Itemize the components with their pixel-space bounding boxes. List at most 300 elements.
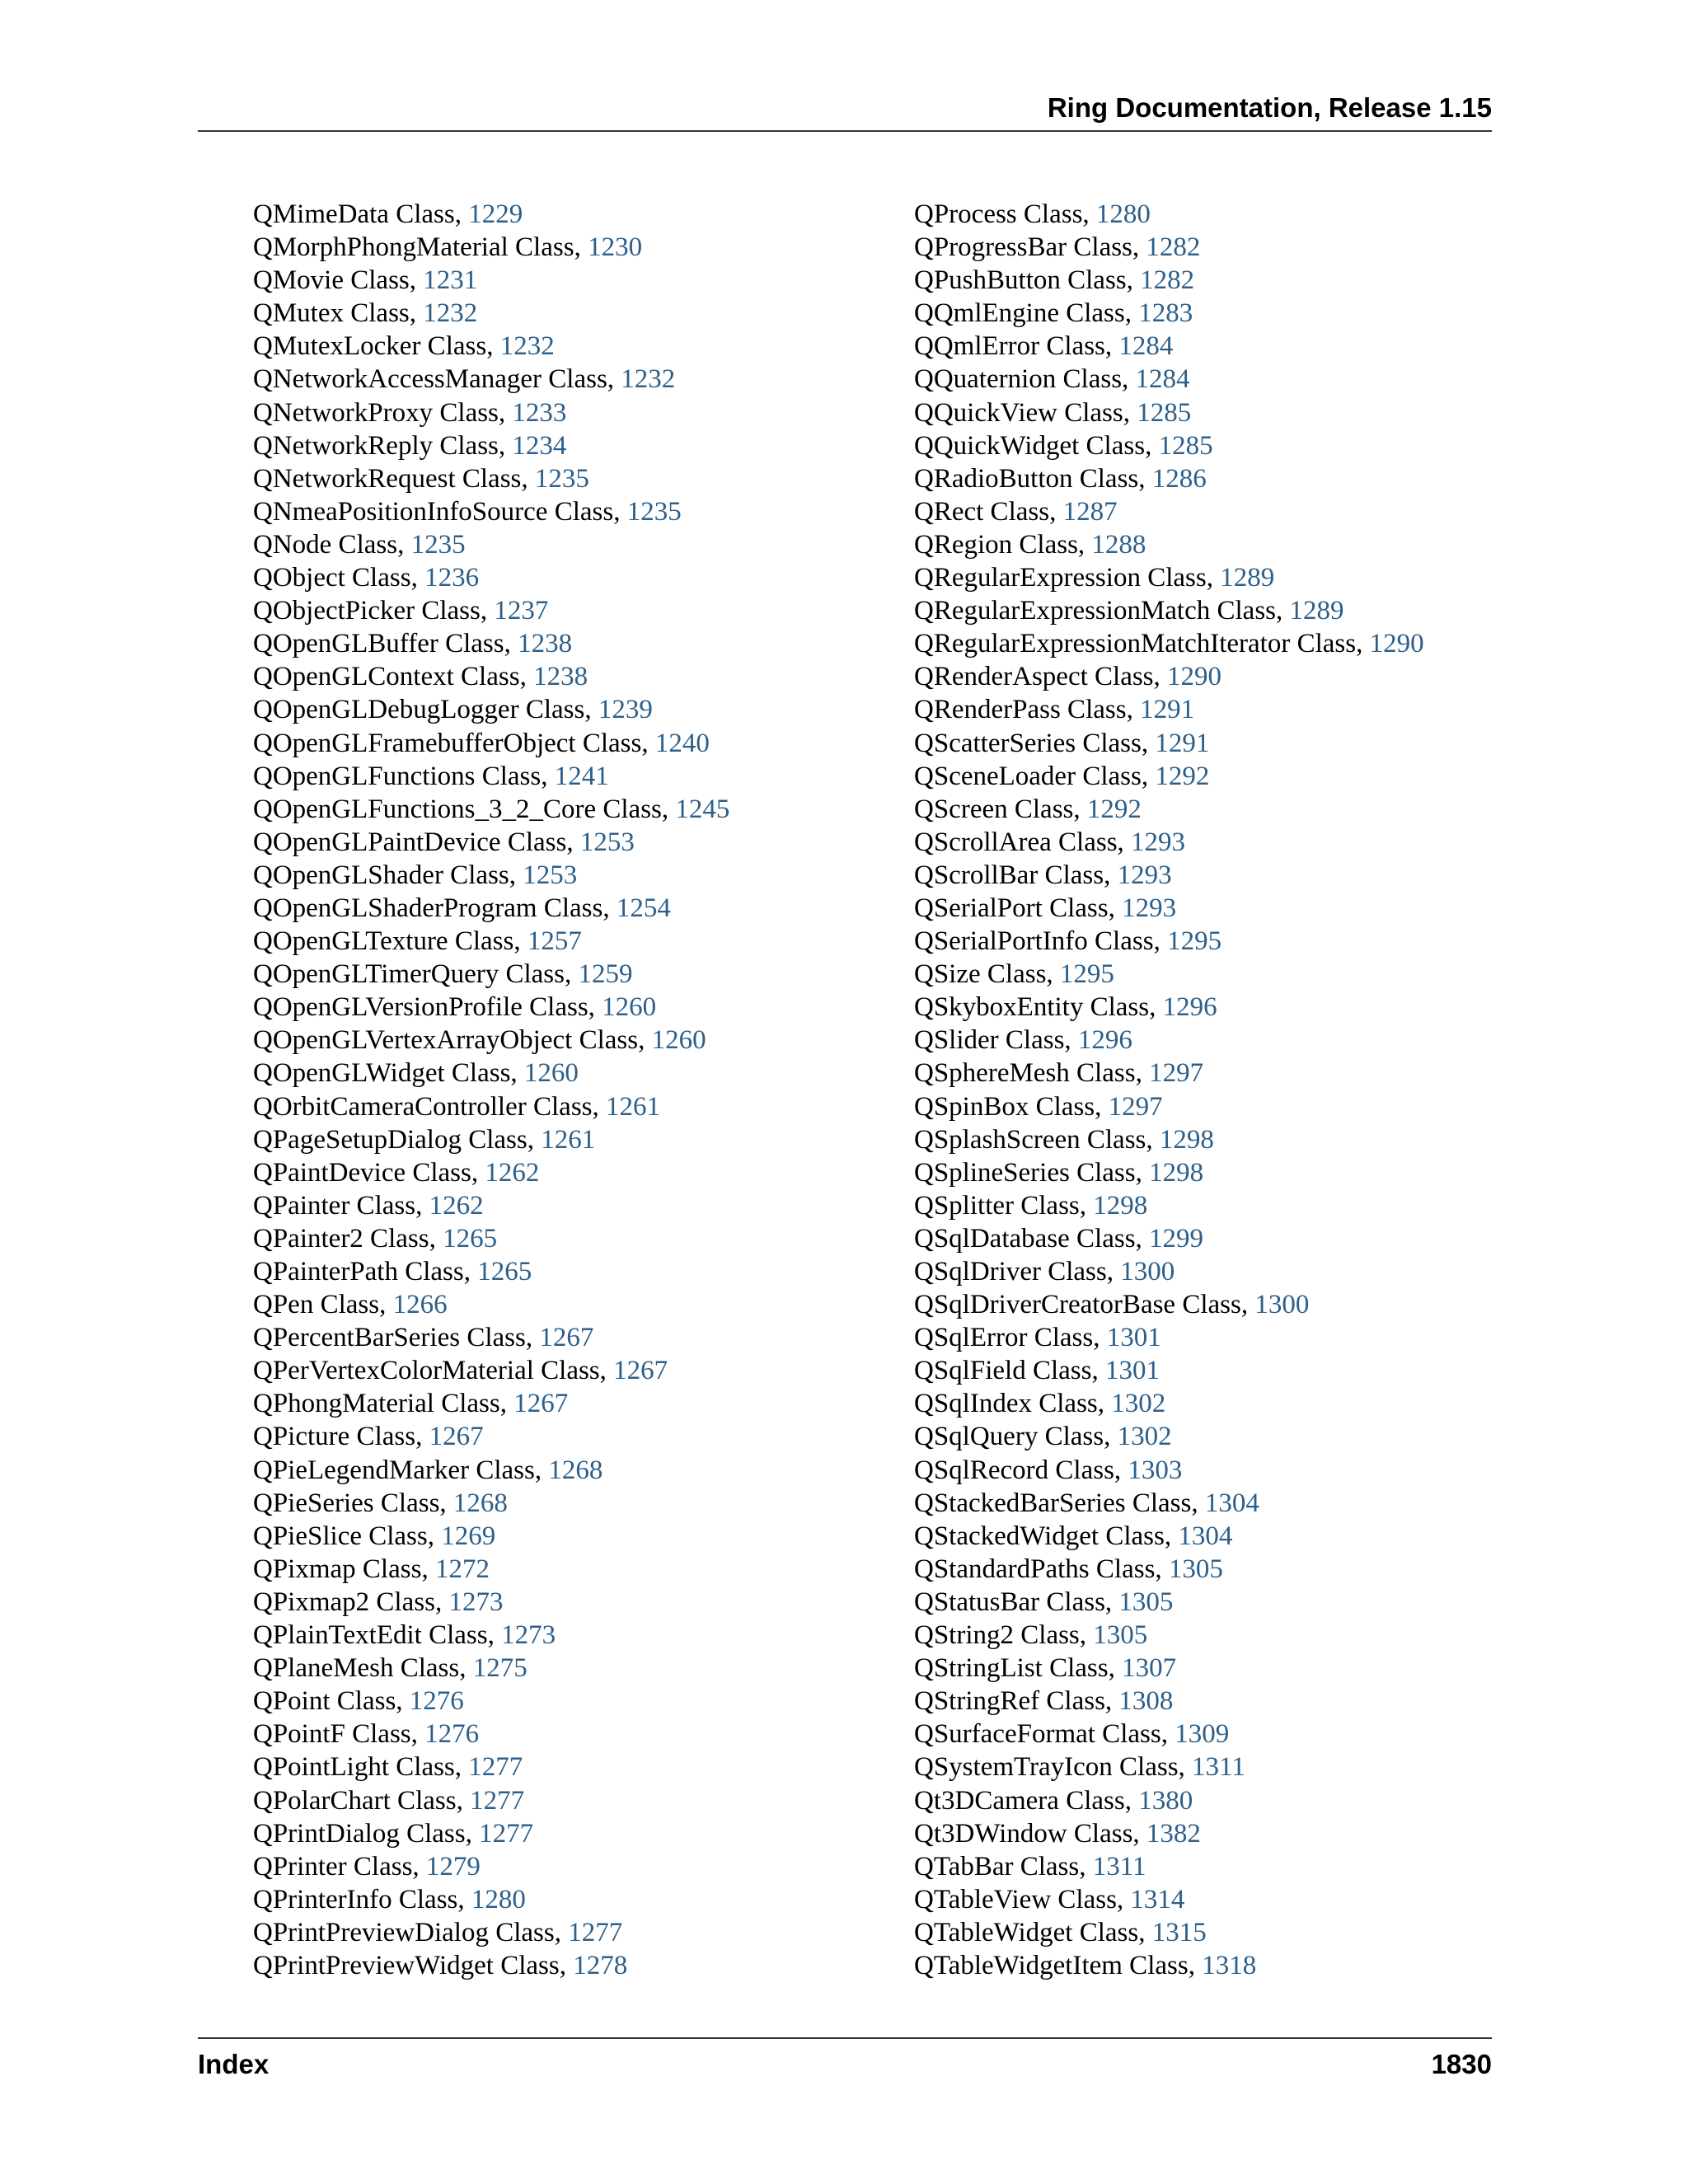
index-entry-name: QPercentBarSeries Class [253,1323,526,1353]
index-page-link[interactable]: 1275 [472,1653,528,1684]
index-page-link[interactable]: 1235 [626,496,682,527]
index-entry-name: QNetworkAccessManager Class [253,364,607,395]
index-page-link[interactable]: 1279 [425,1851,481,1882]
index-entry: QSkyboxEntity Class, 1296 [914,992,1217,1023]
index-page-link[interactable]: 1304 [1204,1488,1259,1518]
index-entry-name: QSqlDriver Class [914,1257,1107,1286]
index-entry: QSphereMesh Class, 1297 [914,1058,1204,1089]
index-entry-name: QQuickWidget Class [914,430,1146,461]
index-entry-name: QPainterPath Class [253,1257,464,1286]
index-entry: QPointF Class, 1276 [253,1719,480,1750]
index-page-link[interactable]: 1301 [1104,1356,1160,1386]
index-entry: QRegion Class, 1288 [914,529,1146,560]
index-page-link[interactable]: 1296 [1162,992,1217,1023]
index-entry-name: QPlainTextEdit Class [253,1620,488,1651]
index-page-link[interactable]: 1290 [1167,662,1222,692]
index-entry: QOpenGLFunctions_3_2_Core Class, 1245 [253,794,730,824]
index-entry-name: QPieLegendMarker Class [253,1455,535,1485]
index-entry-name: QPrinter Class [253,1851,413,1882]
index-page-link[interactable]: 1295 [1059,959,1114,990]
index-page-link[interactable]: 1239 [598,695,653,725]
index-page-link[interactable]: 1277 [568,1917,623,1947]
index-page-link[interactable]: 1307 [1122,1653,1177,1684]
index-page-link[interactable]: 1280 [471,1884,526,1915]
index-entry: QPlaneMesh Class, 1275 [253,1653,528,1684]
index-entry-name: QOpenGLVertexArrayObject Class [253,1025,639,1056]
index-entry-name: QPen Class [253,1290,380,1320]
index-entry-name: QPaintDevice Class [253,1157,471,1188]
index-page-link[interactable]: 1266 [392,1290,448,1320]
index-entry-name: QPhongMaterial Class [253,1389,500,1419]
index-entry: QNetworkRequest Class, 1235 [253,463,589,494]
index-entry-name: QPrintPreviewDialog Class [253,1917,555,1947]
index-entry: QSplineSeries Class, 1298 [914,1157,1204,1188]
index-entry-name: QPrinterInfo Class [253,1884,458,1915]
index-entry: QMutex Class, 1232 [253,298,478,329]
index-entry: QSplitter Class, 1298 [914,1190,1148,1221]
index-page-link[interactable]: 1296 [1077,1025,1132,1056]
index-entry-name: QSlider Class [914,1025,1065,1056]
index-page-link[interactable]: 1267 [613,1356,668,1386]
index-page-link[interactable]: 1300 [1120,1257,1175,1286]
index-page-link[interactable]: 1305 [1093,1620,1148,1651]
footer-section-label: Index [198,2049,270,2079]
index-entry: QScreen Class, 1292 [914,794,1142,824]
index-entry: QScrollArea Class, 1293 [914,827,1186,857]
index-entry: QPhongMaterial Class, 1267 [253,1389,569,1419]
index-entry-name: QOpenGLFramebufferObject Class [253,728,642,758]
index-entry: QPrinter Class, 1279 [253,1851,481,1882]
index-entry-name: QQuickView Class [914,397,1123,428]
index-page-link[interactable]: 1311 [1092,1851,1146,1882]
index-page-link[interactable]: 1293 [1117,860,1172,890]
index-page-link[interactable]: 1238 [518,629,573,659]
index-entry-name: QSpinBox Class [914,1091,1095,1122]
index-entry-name: QNetworkReply Class [253,430,499,461]
index-entry-name: QStatusBar Class [914,1586,1105,1617]
index-page-link[interactable]: 1301 [1106,1323,1161,1353]
index-entry-name: Qt3DCamera Class [914,1785,1125,1816]
index-page-link[interactable]: 1253 [579,827,635,857]
index-entry-name: QOpenGLWidget Class [253,1058,511,1089]
index-page-link[interactable]: 1276 [424,1719,480,1750]
index-entry-name: QSplashScreen Class [914,1124,1146,1155]
index-entry-name: QSceneLoader Class [914,761,1142,791]
index-entry-name: QPieSeries Class [253,1488,440,1518]
index-entry: Qt3DCamera Class, 1380 [914,1785,1193,1816]
index-page-link[interactable]: 1259 [578,959,633,990]
index-page-link[interactable]: 1269 [441,1521,496,1551]
index-entry: QStringRef Class, 1308 [914,1686,1174,1717]
index-page-link[interactable]: 1284 [1135,364,1190,395]
index-entry-name: QTabBar Class [914,1851,1080,1882]
index-entry: QProcess Class, 1280 [914,199,1151,229]
index-entry-name: QMutex Class [253,298,410,329]
index-entry: QPainter2 Class, 1265 [253,1223,498,1254]
index-entry: QSqlIndex Class, 1302 [914,1389,1166,1419]
index-entry-name: QOpenGLTimerQuery Class [253,959,565,990]
index-entry: QPieSlice Class, 1269 [253,1521,496,1551]
index-page-link[interactable]: 1289 [1220,563,1275,593]
index-page-link[interactable]: 1297 [1108,1091,1163,1122]
index-page-link[interactable]: 1292 [1086,794,1142,824]
index-entry-name: QScrollBar Class [914,860,1104,890]
index-page-link[interactable]: 1299 [1149,1223,1204,1254]
index-entry-name: QTableWidgetItem Class [914,1950,1189,1980]
index-page-link[interactable]: 1304 [1178,1521,1233,1551]
index-page-link[interactable]: 1267 [539,1323,594,1353]
index-entry-name: QStringList Class [914,1653,1109,1684]
index-page-link[interactable]: 1277 [479,1818,534,1849]
index-entry: QPen Class, 1266 [253,1290,448,1320]
footer-page-number: 1830 [1431,2049,1492,2079]
index-entry: QPrintPreviewWidget Class, 1278 [253,1950,628,1980]
index-page-link[interactable]: 1302 [1117,1422,1172,1452]
index-entry-name: QPlaneMesh Class [253,1653,460,1684]
index-entry: QSlider Class, 1296 [914,1025,1132,1056]
index-entry: QOpenGLWidget Class, 1260 [253,1058,579,1089]
document-title: Ring Documentation, Release 1.15 [1047,92,1492,123]
index-entry: QPixmap Class, 1272 [253,1554,490,1584]
index-entry-name: QNetworkProxy Class [253,397,499,428]
index-entry: QPieSeries Class, 1268 [253,1488,508,1518]
index-entry: QPolarChart Class, 1277 [253,1785,525,1816]
index-page-link[interactable]: 1229 [468,199,523,229]
index-entry-name: QNode Class [253,529,398,560]
index-entry: QOpenGLPaintDevice Class, 1253 [253,827,635,857]
index-entry: QOpenGLDebugLogger Class, 1239 [253,695,653,725]
index-entry: QSqlDatabase Class, 1299 [914,1223,1204,1254]
index-page-link[interactable]: 1272 [434,1554,490,1584]
index-entry-name: QPolarChart Class [253,1785,457,1816]
index-page-link[interactable]: 1260 [602,992,657,1023]
index-entry: QObject Class, 1236 [253,563,480,593]
index-entry-name: QSkyboxEntity Class [914,992,1150,1023]
index-page-link[interactable]: 1273 [501,1620,556,1651]
index-entry-name: QSurfaceFormat Class [914,1719,1161,1750]
index-page-link[interactable]: 1267 [513,1389,569,1419]
index-entry-name: QPointLight Class [253,1752,455,1783]
index-entry-name: QRadioButton Class [914,463,1139,494]
index-page-link[interactable]: 1231 [423,265,478,296]
index-page-link[interactable]: 1265 [443,1223,498,1254]
index-entry: QQuickView Class, 1285 [914,397,1192,428]
index-page-link[interactable]: 1380 [1138,1785,1193,1816]
index-entry: QScrollBar Class, 1293 [914,860,1172,890]
index-entry: QTabBar Class, 1311 [914,1851,1146,1882]
index-entry-name: QScatterSeries Class [914,728,1142,758]
index-entry-name: QScrollArea Class [914,827,1118,857]
index-entry-name: QNetworkRequest Class [253,463,522,494]
index-page-link[interactable]: 1260 [523,1058,579,1089]
index-entry: QProgressBar Class, 1282 [914,232,1201,263]
index-page-link[interactable]: 1276 [409,1686,464,1717]
index-entry-name: QSphereMesh Class [914,1058,1136,1089]
index-page-link[interactable]: 1277 [470,1785,525,1816]
index-page-link[interactable]: 1290 [1369,629,1424,659]
index-entry: QObjectPicker Class, 1237 [253,596,549,626]
index-page-link[interactable]: 1297 [1149,1058,1204,1089]
index-entry: QScatterSeries Class, 1291 [914,728,1210,758]
index-entry-name: QRegularExpressionMatch Class [914,596,1277,626]
index-page-link[interactable]: 1230 [588,232,643,263]
index-entry-name: QPointF Class [253,1719,411,1750]
index-entry: QRegularExpressionMatch Class, 1289 [914,596,1344,626]
index-page-link[interactable]: 1314 [1130,1884,1185,1915]
index-entry: QPageSetupDialog Class, 1261 [253,1124,596,1155]
index-entry: QPercentBarSeries Class, 1267 [253,1323,594,1353]
index-entry: QOpenGLBuffer Class, 1238 [253,629,573,659]
index-entry: QStackedBarSeries Class, 1304 [914,1488,1259,1518]
index-page-link[interactable]: 1382 [1146,1818,1201,1849]
index-entry-name: QOpenGLTexture Class [253,926,514,957]
index-entry-name: QPixmap Class [253,1554,422,1584]
index-entry: QOpenGLContext Class, 1238 [253,662,588,692]
index-entry: QRegularExpressionMatchIterator Class, 1290 [914,629,1424,659]
index-entry-name: QOpenGLContext Class [253,662,520,692]
index-page-link[interactable]: 1261 [606,1091,661,1122]
index-page-link[interactable]: 1315 [1151,1917,1207,1947]
index-entry-name: QSerialPortInfo Class [914,926,1154,957]
index-page-link[interactable]: 1302 [1111,1389,1166,1419]
index-entry: QPerVertexColorMaterial Class, 1267 [253,1356,668,1386]
index-page-link[interactable]: 1235 [410,529,466,560]
index-page-link[interactable]: 1318 [1202,1950,1257,1980]
index-page-link[interactable]: 1232 [423,298,478,329]
index-entry: QMovie Class, 1231 [253,265,478,296]
index-page-link[interactable]: 1234 [512,430,567,461]
index-page-link[interactable]: 1273 [448,1586,504,1617]
index-entry: QPointLight Class, 1277 [253,1752,523,1783]
index-page-link[interactable]: 1232 [621,364,676,395]
index-page-link[interactable]: 1262 [485,1157,540,1188]
index-entry: QNmeaPositionInfoSource Class, 1235 [253,496,682,527]
index-page-link[interactable]: 1282 [1146,232,1201,263]
index-page-link[interactable]: 1295 [1167,926,1222,957]
index-entry-name: QPushButton Class [914,265,1127,296]
index-page-link[interactable]: 1292 [1155,761,1210,791]
index-page-link[interactable]: 1262 [429,1190,484,1221]
index-page-link[interactable]: 1286 [1151,463,1207,494]
index-entry-name: QSqlRecord Class [914,1455,1114,1485]
index-column-left [253,198,729,1982]
index-entry: QSceneLoader Class, 1292 [914,761,1210,791]
index-page-link[interactable]: 1253 [523,860,578,890]
index-page-link[interactable]: 1277 [468,1752,523,1783]
index-page-link[interactable]: 1305 [1118,1586,1174,1617]
index-entry-name: QPrintPreviewWidget Class [253,1950,560,1980]
index-entry: QPrintDialog Class, 1277 [253,1818,534,1849]
index-page-link[interactable]: 1238 [533,662,588,692]
index-entry: QMimeData Class, 1229 [253,199,523,229]
index-page-link[interactable]: 1257 [527,926,582,957]
index-entry: QSqlError Class, 1301 [914,1323,1161,1353]
index-page-link[interactable]: 1282 [1140,265,1195,296]
index-entry-name: QSqlDriverCreatorBase Class [914,1290,1241,1320]
index-entry: QOpenGLTimerQuery Class, 1259 [253,959,633,990]
index-entry-name: Qt3DWindow Class [914,1818,1133,1849]
index-page-link[interactable]: 1285 [1137,397,1192,428]
index-entry: QRenderAspect Class, 1290 [914,662,1222,692]
index-page-link[interactable]: 1232 [499,331,555,362]
index-page-link[interactable]: 1254 [616,893,671,923]
index-entry-name: QOpenGLBuffer Class [253,629,504,659]
index-page-link[interactable]: 1233 [512,397,567,428]
index-page-link[interactable]: 1240 [654,728,710,758]
index-page-link[interactable]: 1285 [1158,430,1213,461]
index-entry-name: QPieSlice Class [253,1521,428,1551]
index-entry: QStringList Class, 1307 [914,1653,1177,1684]
index-entry-name: QTableView Class [914,1884,1117,1915]
index-page-link[interactable]: 1308 [1118,1686,1174,1717]
index-entry: QPainterPath Class, 1265 [253,1257,532,1286]
index-entry-name: QPoint Class [253,1686,396,1717]
index-entry-name: QSplitter Class [914,1190,1080,1221]
index-page-link[interactable]: 1287 [1062,496,1118,527]
index-entry: QSize Class, 1295 [914,959,1114,990]
index-entry: QOpenGLFunctions Class, 1241 [253,761,609,791]
index-page-link[interactable]: 1241 [554,761,609,791]
index-page-link[interactable]: 1298 [1159,1124,1214,1155]
index-entry: QOpenGLTexture Class, 1257 [253,926,582,957]
index-entry-name: QPrintDialog Class [253,1818,466,1849]
index-entry-name: QStackedWidget Class [914,1521,1165,1551]
index-entry-name: QScreen Class [914,794,1074,824]
index-entry-name: QOpenGLPaintDevice Class [253,827,567,857]
index-entry: QOrbitCameraController Class, 1261 [253,1091,661,1122]
index-page-link[interactable]: 1260 [651,1025,706,1056]
index-entry-name: QMovie Class [253,265,410,296]
index-entry-name: QMimeData Class [253,199,455,229]
index-entry: QQmlError Class, 1284 [914,331,1174,362]
index-page-link[interactable]: 1235 [534,463,589,494]
index-entry: QOpenGLVertexArrayObject Class, 1260 [253,1025,706,1056]
page-header [198,89,1492,132]
index-entry-name: QRenderAspect Class [914,662,1154,692]
index-entry: QTableView Class, 1314 [914,1884,1185,1915]
index-page-link[interactable]: 1291 [1155,728,1210,758]
index-entry: QPoint Class, 1276 [253,1686,464,1717]
index-entry-name: QQuaternion Class [914,364,1123,395]
index-entry-name: QQmlError Class [914,331,1105,362]
index-page-link[interactable]: 1289 [1289,596,1344,626]
index-entry: QSerialPortInfo Class, 1295 [914,926,1222,957]
index-page-link[interactable]: 1298 [1093,1190,1148,1221]
index-page-link[interactable]: 1278 [573,1950,628,1980]
index-page-link[interactable]: 1237 [494,596,549,626]
index-page-link[interactable]: 1305 [1168,1554,1223,1584]
index-entry-name: QPicture Class [253,1422,416,1452]
index-entry: QSurfaceFormat Class, 1309 [914,1719,1230,1750]
index-page-link[interactable]: 1309 [1175,1719,1230,1750]
index-entry: QTableWidget Class, 1315 [914,1917,1207,1947]
index-entry-name: QRenderPass Class [914,695,1127,725]
index-entry: QRadioButton Class, 1286 [914,463,1207,494]
index-page-link[interactable]: 1236 [424,563,480,593]
index-entry: QSqlDriver Class, 1300 [914,1257,1175,1286]
index-entry-name: QMorphPhongMaterial Class [253,232,574,263]
index-entry: QStackedWidget Class, 1304 [914,1521,1233,1551]
index-entry-name: QStringRef Class [914,1686,1105,1717]
index-page-link[interactable]: 1283 [1138,298,1193,329]
index-page-link[interactable]: 1300 [1254,1290,1310,1320]
index-entry-name: QOpenGLShaderProgram Class [253,893,603,923]
index-page-link[interactable]: 1245 [675,794,730,824]
index-entry: QPixmap2 Class, 1273 [253,1586,504,1617]
index-entry: QStatusBar Class, 1305 [914,1586,1174,1617]
index-page-link[interactable]: 1268 [548,1455,603,1485]
index-page-link[interactable]: 1293 [1122,893,1177,923]
index-entry: Qt3DWindow Class, 1382 [914,1818,1201,1849]
index-entry: QQmlEngine Class, 1283 [914,298,1193,329]
index-entry-name: QOpenGLVersionProfile Class [253,992,588,1023]
page-footer [198,2037,1492,2088]
index-entry: QNetworkAccessManager Class, 1232 [253,364,676,395]
index-page-link[interactable]: 1298 [1149,1157,1204,1188]
index-page-link[interactable]: 1265 [477,1257,532,1286]
index-entry: QStandardPaths Class, 1305 [914,1554,1223,1584]
index-entry: QSystemTrayIcon Class, 1311 [914,1752,1245,1783]
index-entry-name: QOpenGLShader Class [253,860,509,890]
index-entry: QRegularExpression Class, 1289 [914,563,1275,593]
index-entry-name: QSqlDatabase Class [914,1223,1136,1254]
index-entry-name: QPainter2 Class [253,1223,429,1254]
index-entry-name: QObject Class [253,563,411,593]
index-entry-name: QSqlIndex Class [914,1389,1098,1419]
index-page-link[interactable]: 1267 [429,1422,484,1452]
index-entry: QPainter Class, 1262 [253,1190,484,1221]
index-page-link[interactable]: 1261 [541,1124,596,1155]
index-entry-name: QProgressBar Class [914,232,1132,263]
index-entry: QPieLegendMarker Class, 1268 [253,1455,603,1485]
index-entry: QOpenGLFramebufferObject Class, 1240 [253,728,710,758]
index-page-link[interactable]: 1293 [1131,827,1186,857]
index-entry: QPrinterInfo Class, 1280 [253,1884,526,1915]
index-entry-name: QRegion Class [914,529,1078,560]
index-entry-name: QOrbitCameraController Class [253,1091,593,1122]
index-entry-name: QProcess Class [914,199,1083,229]
index-entry: QSqlQuery Class, 1302 [914,1422,1172,1452]
index-page-link[interactable]: 1303 [1128,1455,1183,1485]
index-entry: QOpenGLShaderProgram Class, 1254 [253,893,671,923]
index-entry-name: QRect Class [914,496,1050,527]
index-page-link[interactable]: 1280 [1095,199,1151,229]
index-entry-name: QSqlField Class [914,1356,1092,1386]
index-entry: QMutexLocker Class, 1232 [253,331,555,362]
index-page-link[interactable]: 1291 [1140,695,1195,725]
index-entry-name: QRegularExpressionMatchIterator Class [914,629,1357,659]
index-column-right [914,198,1424,1982]
index-entry-name: QPixmap2 Class [253,1586,435,1617]
index-entry: QPushButton Class, 1282 [914,265,1195,296]
index-entry: QPaintDevice Class, 1262 [253,1157,540,1188]
index-page-link[interactable]: 1311 [1192,1752,1245,1783]
index-entry: QRect Class, 1287 [914,496,1118,527]
index-page-link[interactable]: 1268 [452,1488,508,1518]
index-page-link[interactable]: 1284 [1118,331,1174,362]
index-entry-name: QString2 Class [914,1620,1080,1651]
index-entry: QPrintPreviewDialog Class, 1277 [253,1917,623,1947]
index-entry: QMorphPhongMaterial Class, 1230 [253,232,643,263]
index-entry-name: QSystemTrayIcon Class [914,1752,1179,1783]
index-entry: QOpenGLVersionProfile Class, 1260 [253,992,657,1023]
index-entry-name: QObjectPicker Class [253,596,481,626]
index-entry-name: QRegularExpression Class [914,563,1207,593]
index-entry: QString2 Class, 1305 [914,1620,1148,1651]
index-page-link[interactable]: 1288 [1091,529,1146,560]
index-entry-name: QStandardPaths Class [914,1554,1156,1584]
index-entry-name: QQmlEngine Class [914,298,1125,329]
